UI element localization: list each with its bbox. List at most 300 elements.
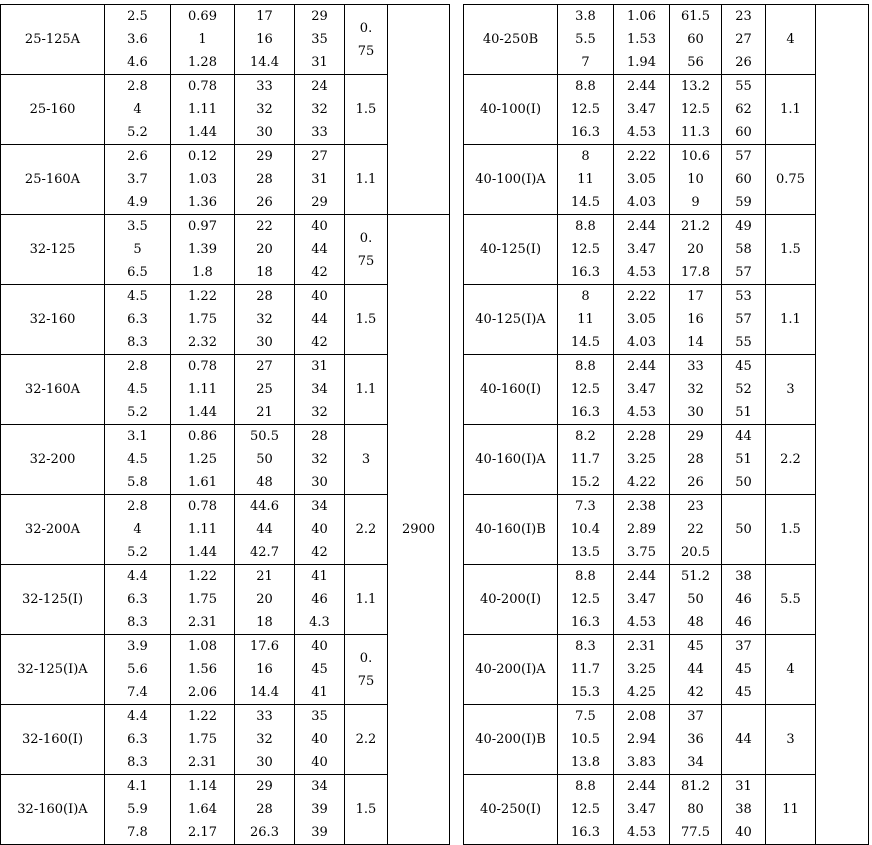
flow-ls-cell-value: 1.75 bbox=[188, 312, 217, 327]
table-row bbox=[464, 495, 869, 565]
head-cell-value: 26.3 bbox=[250, 825, 279, 840]
efficiency-cell-value: 34 bbox=[311, 382, 328, 397]
flow-cell-value: 11 bbox=[577, 172, 594, 187]
head-cell bbox=[235, 215, 295, 285]
head-cell-value: 14 bbox=[687, 335, 704, 350]
efficiency-cell-value: 31 bbox=[311, 55, 328, 70]
power-cell bbox=[345, 565, 388, 635]
speed-cell bbox=[388, 215, 450, 845]
model-cell bbox=[464, 285, 558, 355]
efficiency-cell-value: 41 bbox=[311, 685, 328, 700]
power-cell bbox=[766, 355, 816, 425]
flow-cell bbox=[558, 285, 614, 355]
flow-cell bbox=[105, 75, 171, 145]
flow-ls-cell-value: 3.05 bbox=[627, 172, 656, 187]
efficiency-cell-value: 31 bbox=[311, 359, 328, 374]
model-cell-text: 40-250(I) bbox=[479, 802, 542, 817]
table-row bbox=[1, 75, 450, 145]
power-cell-text: 1.5 bbox=[780, 242, 801, 257]
flow-cell-value: 6.3 bbox=[127, 312, 148, 327]
flow-ls-cell-value: 0.78 bbox=[188, 79, 217, 94]
efficiency-cell-value: 44 bbox=[311, 242, 328, 257]
head-cell-value: 61.5 bbox=[681, 9, 710, 24]
flow-cell-value: 16.3 bbox=[571, 825, 600, 840]
flow-ls-cell-value: 1.61 bbox=[188, 475, 217, 490]
table-row bbox=[464, 565, 869, 635]
pump-spec-table-left bbox=[0, 4, 450, 845]
model-cell-text: 25-160 bbox=[29, 102, 76, 117]
flow-cell-value: 8.8 bbox=[575, 219, 596, 234]
flow-ls-cell-value: 0.78 bbox=[188, 499, 217, 514]
head-cell-value: 14.4 bbox=[250, 55, 279, 70]
head-cell-value: 44.6 bbox=[250, 499, 279, 514]
efficiency-cell-value: 44 bbox=[735, 429, 752, 444]
efficiency-cell-value: 39 bbox=[311, 825, 328, 840]
flow-ls-cell-value: 3.05 bbox=[627, 312, 656, 327]
flow-cell-value: 11 bbox=[577, 312, 594, 327]
model-cell bbox=[1, 215, 105, 285]
head-cell bbox=[670, 215, 722, 285]
flow-cell-value: 8.8 bbox=[575, 569, 596, 584]
head-cell-value: 44 bbox=[256, 522, 273, 537]
model-cell-text: 40-100(I) bbox=[479, 102, 542, 117]
head-cell-value: 18 bbox=[256, 265, 273, 280]
flow-cell-value: 4.9 bbox=[127, 195, 148, 210]
head-cell-value: 21 bbox=[256, 569, 273, 584]
model-cell-text: 32-160A bbox=[24, 382, 81, 397]
table-row bbox=[1, 775, 450, 845]
efficiency-cell-value: 55 bbox=[735, 79, 752, 94]
flow-ls-cell bbox=[614, 145, 670, 215]
flow-cell-value: 4.4 bbox=[127, 709, 148, 724]
head-cell bbox=[235, 565, 295, 635]
head-cell-value: 30 bbox=[256, 335, 273, 350]
efficiency-cell-value: 46 bbox=[735, 615, 752, 630]
flow-ls-cell-value: 1.14 bbox=[188, 779, 217, 794]
flow-cell-value: 14.5 bbox=[571, 195, 600, 210]
flow-ls-cell-value: 1.44 bbox=[188, 545, 217, 560]
flow-cell bbox=[105, 355, 171, 425]
head-cell bbox=[670, 75, 722, 145]
efficiency-cell bbox=[722, 775, 766, 845]
flow-cell-value: 3.9 bbox=[127, 639, 148, 654]
efficiency-cell bbox=[722, 495, 766, 565]
flow-ls-cell-value: 2.22 bbox=[627, 149, 656, 164]
head-cell-value: 50 bbox=[687, 592, 704, 607]
head-cell-value: 28 bbox=[687, 452, 704, 467]
efficiency-cell-value: 42 bbox=[311, 545, 328, 560]
power-cell-text: 1.1 bbox=[355, 382, 377, 397]
head-cell-value: 28 bbox=[256, 289, 273, 304]
efficiency-cell bbox=[722, 565, 766, 635]
flow-cell bbox=[558, 425, 614, 495]
head-cell bbox=[235, 5, 295, 75]
flow-ls-cell-value: 2.44 bbox=[627, 779, 656, 794]
pump-spec-table-right bbox=[463, 4, 869, 845]
head-cell-value: 13.2 bbox=[681, 79, 710, 94]
flow-cell-value: 8.8 bbox=[575, 79, 596, 94]
power-cell-text: 3 bbox=[786, 732, 795, 747]
flow-cell-value: 4.1 bbox=[127, 779, 148, 794]
flow-ls-cell bbox=[614, 285, 670, 355]
head-cell-value: 17.6 bbox=[250, 639, 279, 654]
flow-ls-cell bbox=[171, 635, 235, 705]
model-cell-text: 40-200(I)B bbox=[475, 732, 546, 747]
power-cell-text: 11 bbox=[782, 802, 799, 817]
flow-cell-value: 15.2 bbox=[571, 475, 600, 490]
flow-ls-cell-value: 1.56 bbox=[188, 662, 217, 677]
flow-ls-cell-value: 4.53 bbox=[627, 615, 656, 630]
flow-ls-cell-value: 4.22 bbox=[627, 475, 656, 490]
power-cell bbox=[345, 495, 388, 565]
power-cell bbox=[766, 705, 816, 775]
table-row bbox=[1, 425, 450, 495]
table-row bbox=[1, 705, 450, 775]
model-cell bbox=[1, 75, 105, 145]
table-row bbox=[1, 5, 450, 75]
head-cell-value: 48 bbox=[256, 475, 273, 490]
flow-ls-cell bbox=[171, 5, 235, 75]
flow-ls-cell-value: 3.47 bbox=[627, 592, 656, 607]
flow-cell bbox=[105, 5, 171, 75]
efficiency-cell-value: 35 bbox=[311, 32, 328, 47]
head-cell bbox=[670, 565, 722, 635]
power-cell-text: 3 bbox=[361, 452, 371, 467]
head-cell bbox=[235, 635, 295, 705]
table-row bbox=[464, 355, 869, 425]
flow-ls-cell-value: 1.44 bbox=[188, 405, 217, 420]
head-cell bbox=[235, 775, 295, 845]
flow-ls-cell-value: 1.75 bbox=[188, 732, 217, 747]
flow-cell-value: 4.4 bbox=[127, 569, 148, 584]
flow-ls-cell-value: 2.44 bbox=[627, 79, 656, 94]
efficiency-cell-value: 41 bbox=[311, 569, 328, 584]
model-cell bbox=[464, 355, 558, 425]
flow-ls-cell-value: 1.03 bbox=[188, 172, 217, 187]
model-cell bbox=[464, 425, 558, 495]
flow-ls-cell-value: 1.64 bbox=[188, 802, 217, 817]
flow-cell-value: 16.3 bbox=[571, 405, 600, 420]
flow-ls-cell bbox=[171, 145, 235, 215]
efficiency-cell-value: 31 bbox=[735, 779, 752, 794]
flow-cell-value: 6.3 bbox=[127, 732, 148, 747]
efficiency-cell-value: 27 bbox=[735, 32, 752, 47]
efficiency-cell bbox=[722, 355, 766, 425]
head-cell-value: 21 bbox=[256, 405, 273, 420]
flow-cell-value: 11.7 bbox=[571, 452, 600, 467]
efficiency-cell-value: 50 bbox=[735, 522, 752, 537]
flow-cell-value: 14.5 bbox=[571, 335, 600, 350]
head-cell bbox=[235, 705, 295, 775]
flow-ls-cell bbox=[171, 565, 235, 635]
head-cell bbox=[235, 355, 295, 425]
power-cell bbox=[345, 425, 388, 495]
model-cell-text: 32-200 bbox=[29, 452, 76, 467]
flow-ls-cell-value: 1.8 bbox=[192, 265, 213, 280]
efficiency-cell-value: 57 bbox=[735, 149, 752, 164]
head-cell-value: 50 bbox=[256, 452, 273, 467]
flow-ls-cell-value: 3.75 bbox=[627, 545, 656, 560]
head-cell-value: 17.8 bbox=[681, 265, 710, 280]
model-cell bbox=[1, 635, 105, 705]
flow-cell-value: 7 bbox=[581, 55, 590, 70]
flow-ls-cell-value: 2.32 bbox=[188, 335, 217, 350]
efficiency-cell-value: 50 bbox=[735, 475, 752, 490]
efficiency-cell-value: 33 bbox=[311, 125, 328, 140]
head-cell bbox=[235, 285, 295, 355]
head-cell-value: 16 bbox=[256, 32, 273, 47]
efficiency-cell-value: 57 bbox=[735, 265, 752, 280]
flow-cell bbox=[558, 565, 614, 635]
flow-cell-value: 5.2 bbox=[127, 545, 148, 560]
efficiency-cell-value: 42 bbox=[311, 335, 328, 350]
flow-ls-cell bbox=[614, 215, 670, 285]
power-cell bbox=[766, 425, 816, 495]
efficiency-cell-value: 40 bbox=[311, 219, 328, 234]
flow-cell-value: 8.3 bbox=[127, 615, 148, 630]
head-cell-value: 33 bbox=[687, 359, 704, 374]
flow-cell bbox=[558, 215, 614, 285]
model-cell-text: 32-125(I)A bbox=[17, 662, 88, 677]
flow-cell-value: 10.4 bbox=[571, 522, 600, 537]
head-cell-value: 51.2 bbox=[681, 569, 710, 584]
flow-ls-cell bbox=[614, 75, 670, 145]
flow-ls-cell-value: 4.03 bbox=[627, 335, 656, 350]
flow-ls-cell bbox=[614, 355, 670, 425]
flow-ls-cell-value: 0.86 bbox=[188, 429, 217, 444]
model-cell-text: 40-100(I)A bbox=[475, 172, 546, 187]
power-cell bbox=[345, 355, 388, 425]
model-cell-text: 40-160(I) bbox=[479, 382, 542, 397]
model-cell bbox=[1, 355, 105, 425]
efficiency-cell-value: 29 bbox=[311, 9, 328, 24]
table-row bbox=[464, 705, 869, 775]
power-cell bbox=[345, 215, 388, 285]
power-cell bbox=[345, 145, 388, 215]
flow-ls-cell-value: 1.08 bbox=[188, 639, 217, 654]
head-cell-value: 27 bbox=[256, 359, 273, 374]
head-cell-value: 9 bbox=[691, 195, 700, 210]
head-cell bbox=[670, 635, 722, 705]
efficiency-cell bbox=[722, 285, 766, 355]
model-cell bbox=[464, 775, 558, 845]
head-cell-value: 32 bbox=[256, 732, 273, 747]
head-cell bbox=[670, 775, 722, 845]
flow-cell-value: 7.8 bbox=[127, 825, 148, 840]
flow-ls-cell-value: 2.06 bbox=[188, 685, 217, 700]
efficiency-cell-value: 53 bbox=[735, 289, 752, 304]
efficiency-cell-value: 51 bbox=[735, 405, 752, 420]
flow-ls-cell bbox=[614, 565, 670, 635]
flow-cell-value: 2.8 bbox=[127, 79, 148, 94]
head-cell-value: 30 bbox=[256, 125, 273, 140]
flow-cell-value: 4.5 bbox=[127, 452, 148, 467]
head-cell-value: 25 bbox=[256, 382, 273, 397]
flow-ls-cell-value: 3.47 bbox=[627, 382, 656, 397]
power-cell-text: 1.1 bbox=[780, 312, 801, 327]
flow-ls-cell-value: 2.44 bbox=[627, 569, 656, 584]
flow-cell-value: 12.5 bbox=[571, 102, 600, 117]
head-cell-value: 14.4 bbox=[250, 685, 279, 700]
flow-cell-value: 6.5 bbox=[127, 265, 148, 280]
power-cell-text: 4 bbox=[786, 32, 795, 47]
head-cell bbox=[670, 145, 722, 215]
head-cell-value: 80 bbox=[687, 802, 704, 817]
flow-ls-cell-value: 2.94 bbox=[627, 732, 656, 747]
efficiency-cell-value: 45 bbox=[735, 662, 752, 677]
efficiency-cell-value: 34 bbox=[311, 779, 328, 794]
flow-cell-value: 15.3 bbox=[571, 685, 600, 700]
power-cell bbox=[345, 75, 388, 145]
efficiency-cell bbox=[722, 145, 766, 215]
efficiency-cell bbox=[295, 775, 345, 845]
head-cell-value: 10 bbox=[687, 172, 704, 187]
head-cell-value: 18 bbox=[256, 615, 273, 630]
model-cell-text: 25-160A bbox=[24, 172, 81, 187]
flow-cell-value: 2.6 bbox=[127, 149, 148, 164]
flow-cell-value: 7.5 bbox=[575, 709, 596, 724]
efficiency-cell-value: 40 bbox=[311, 289, 328, 304]
flow-cell-value: 8.3 bbox=[575, 639, 596, 654]
efficiency-cell-value: 40 bbox=[311, 755, 328, 770]
head-cell-value: 16 bbox=[687, 312, 704, 327]
efficiency-cell-value: 52 bbox=[735, 382, 752, 397]
flow-cell-value: 2.8 bbox=[127, 359, 148, 374]
power-cell-text: 2.2 bbox=[780, 452, 801, 467]
efficiency-cell-value: 30 bbox=[311, 475, 328, 490]
efficiency-cell-value: 45 bbox=[311, 662, 328, 677]
head-cell bbox=[670, 355, 722, 425]
head-cell-value: 42 bbox=[687, 685, 704, 700]
power-cell-text: 0.75 bbox=[357, 650, 375, 689]
flow-ls-cell-value: 2.22 bbox=[627, 289, 656, 304]
head-cell bbox=[235, 425, 295, 495]
flow-ls-cell-value: 2.08 bbox=[627, 709, 656, 724]
flow-cell-value: 3.6 bbox=[127, 32, 148, 47]
flow-cell-value: 5 bbox=[133, 242, 142, 257]
flow-ls-cell-value: 1.25 bbox=[188, 452, 217, 467]
model-cell-text: 40-200(I) bbox=[479, 592, 542, 607]
efficiency-cell-value: 45 bbox=[735, 359, 752, 374]
flow-cell bbox=[105, 215, 171, 285]
flow-cell-value: 16.3 bbox=[571, 125, 600, 140]
flow-cell-value: 6.3 bbox=[127, 592, 148, 607]
power-cell bbox=[345, 635, 388, 705]
efficiency-cell bbox=[295, 285, 345, 355]
efficiency-cell bbox=[722, 705, 766, 775]
efficiency-cell-value: 24 bbox=[311, 79, 328, 94]
flow-cell-value: 7.3 bbox=[575, 499, 596, 514]
flow-ls-cell-value: 1.75 bbox=[188, 592, 217, 607]
head-cell-value: 28 bbox=[256, 802, 273, 817]
efficiency-cell-value: 39 bbox=[311, 802, 328, 817]
head-cell-value: 81.2 bbox=[681, 779, 710, 794]
power-cell bbox=[345, 775, 388, 845]
head-cell-value: 22 bbox=[687, 522, 704, 537]
flow-ls-cell-value: 0.78 bbox=[188, 359, 217, 374]
model-cell bbox=[464, 635, 558, 705]
flow-ls-cell-value: 2.89 bbox=[627, 522, 656, 537]
flow-ls-cell-value: 2.17 bbox=[188, 825, 217, 840]
efficiency-cell-value: 51 bbox=[735, 452, 752, 467]
efficiency-cell-value: 55 bbox=[735, 335, 752, 350]
model-cell bbox=[464, 5, 558, 75]
power-cell bbox=[766, 775, 816, 845]
efficiency-cell bbox=[295, 565, 345, 635]
efficiency-cell-value: 38 bbox=[735, 802, 752, 817]
flow-ls-cell-value: 1.22 bbox=[188, 709, 217, 724]
flow-cell-value: 2.5 bbox=[127, 9, 148, 24]
efficiency-cell-value: 27 bbox=[311, 149, 328, 164]
flow-ls-cell-value: 2.31 bbox=[188, 755, 217, 770]
efficiency-cell-value: 31 bbox=[311, 172, 328, 187]
efficiency-cell bbox=[295, 495, 345, 565]
flow-ls-cell-value: 1.11 bbox=[188, 522, 217, 537]
model-cell bbox=[1, 495, 105, 565]
head-cell bbox=[670, 5, 722, 75]
model-cell-text: 40-160(I)B bbox=[475, 522, 546, 537]
efficiency-cell-value: 44 bbox=[735, 732, 752, 747]
model-cell-text: 40-200(I)A bbox=[475, 662, 546, 677]
flow-ls-cell bbox=[171, 355, 235, 425]
power-cell bbox=[766, 215, 816, 285]
head-cell bbox=[670, 705, 722, 775]
flow-cell-value: 5.2 bbox=[127, 405, 148, 420]
flow-cell-value: 5.6 bbox=[127, 662, 148, 677]
flow-ls-cell-value: 1.11 bbox=[188, 382, 217, 397]
flow-ls-cell-value: 1.22 bbox=[188, 289, 217, 304]
head-cell-value: 20 bbox=[256, 242, 273, 257]
head-cell-value: 33 bbox=[256, 709, 273, 724]
efficiency-cell-value: 40 bbox=[311, 522, 328, 537]
flow-cell-value: 8.2 bbox=[575, 429, 596, 444]
flow-ls-cell bbox=[614, 425, 670, 495]
power-cell bbox=[766, 285, 816, 355]
model-cell-text: 40-160(I)A bbox=[475, 452, 546, 467]
model-cell-text: 32-200A bbox=[24, 522, 81, 537]
efficiency-cell-value: 44 bbox=[311, 312, 328, 327]
flow-ls-cell bbox=[171, 775, 235, 845]
table-row bbox=[1, 145, 450, 215]
flow-cell bbox=[558, 355, 614, 425]
flow-ls-cell-value: 1.94 bbox=[627, 55, 656, 70]
flow-cell-value: 13.8 bbox=[571, 755, 600, 770]
power-cell-text: 2.2 bbox=[355, 732, 377, 747]
model-cell bbox=[464, 705, 558, 775]
model-cell-text: 32-125 bbox=[29, 242, 76, 257]
efficiency-cell-value: 40 bbox=[735, 825, 752, 840]
efficiency-cell-value: 62 bbox=[735, 102, 752, 117]
head-cell-value: 32 bbox=[687, 382, 704, 397]
table-row bbox=[464, 425, 869, 495]
efficiency-cell-value: 40 bbox=[311, 732, 328, 747]
head-cell-value: 32 bbox=[256, 102, 273, 117]
efficiency-cell-value: 37 bbox=[735, 639, 752, 654]
power-cell-text: 1.5 bbox=[780, 522, 801, 537]
head-cell bbox=[235, 75, 295, 145]
flow-cell bbox=[105, 565, 171, 635]
flow-ls-cell-value: 3.47 bbox=[627, 102, 656, 117]
flow-ls-cell bbox=[171, 75, 235, 145]
head-cell-value: 33 bbox=[256, 79, 273, 94]
head-cell-value: 77.5 bbox=[681, 825, 710, 840]
flow-cell-value: 5.5 bbox=[575, 32, 596, 47]
flow-ls-cell-value: 3.25 bbox=[627, 452, 656, 467]
power-cell-text: 3 bbox=[786, 382, 795, 397]
flow-cell-value: 13.5 bbox=[571, 545, 600, 560]
flow-ls-cell bbox=[171, 495, 235, 565]
efficiency-cell-value: 32 bbox=[311, 405, 328, 420]
